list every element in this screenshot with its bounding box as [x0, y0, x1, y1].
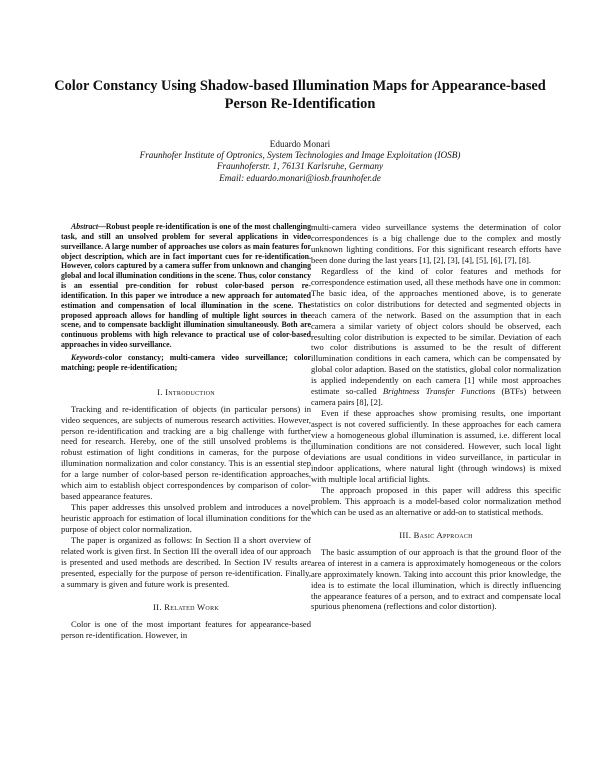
abstract-lead: Abstract [71, 222, 99, 231]
abstract-text: —Robust people re-identification is one of the most challenging task, and still an unsolved problem for several applications in video surveillance. A large number of approaches use colors as main features for object description, which are in fact important cues for re-identification. However, colors captured by a camera suffer from unknown and changing global and local illumination conditions in the scene. Thus, color constancy is an essential pre-condition for robust color-based person re-identification. In this paper we introduce a new approach for automated estimation and compensation of local illumination in the scene. The proposed approach allows for handling of multiple light sources in the scene, and to compensate backlight illumination simultaneously. Both are continuous problems with high relevance to practical use of color-based approaches in video surveillance. [61, 222, 311, 350]
keywords-lead: Keywords [71, 352, 103, 362]
section-number: III. [399, 529, 412, 540]
section-number: I. [157, 386, 163, 397]
section-name: Basic Approach [413, 529, 473, 540]
author-email: Email: eduardo.monari@iosb.fraunhofer.de [219, 172, 381, 183]
right-column [311, 222, 561, 612]
related-work-paragraph-3: Even if these approaches show promising results, one important aspect is not covered sufficiently. In these approaches for each camera view a homogeneous global illumination is assumed, i.e. different local illumination conditions are not considered. However, such local light deviations are usual conditions in video surveillance, in particular in indoor applications, where natural light (through windows) is mixed with multiple local artificial lights. [311, 408, 561, 484]
paper-title: Color Constancy Using Shadow-based Illumination Maps for Appearance-based Person Re-Identification [54, 78, 546, 112]
author-affiliation: Fraunhofer Institute of Optronics, System Technologies and Image Exploitation (IOSB) [139, 150, 461, 161]
keywords-text: -color constancy; multi-camera video surveillance; color matching; people re-identification; [61, 352, 311, 372]
btf-term: Brightness Transfer Functions [382, 386, 496, 397]
section-name: Introduction [165, 386, 215, 397]
author-address: Fraunhoferstr. 1, 76131 Karlsruhe, Germany [216, 161, 384, 172]
section-heading-basic-approach [311, 530, 561, 541]
left-column [61, 222, 311, 641]
section-heading-related-work [61, 602, 311, 613]
author-name: Eduardo Monari [269, 139, 331, 149]
paragraph-text: Regardless of the kind of color features and methods for correspondence estimation used, all these methods have one in common: The basic idea, of the approaches mentioned above, is to generate statistics on color distributions for detected and segmented objects in each camera of the network. Based on the assumption that in each camera a similar variety of object colors should be observed, each resulting color distribution is expected to be similar. Deviation of each two color distributions is assumed to be the result of different illumination conditions in each camera, which can be compensated by global color adaption. Based on the statistics, global color normalization is applied independently on each camera [1] while most approaches estimate so-called [311, 265, 561, 397]
related-work-paragraph-2 [311, 266, 561, 408]
related-work-paragraph-1: Color is one of the most important features for appearance-based person re-identification. However, in [61, 618, 311, 640]
intro-paragraph-1: Tracking and re-identification of objects (in particular persons) in video sequences, are subjects of numerous research activities. However, person re-identification and tracking are a big challenge with further need for research. Hereby, one of the still unsolved problems is the robust estimation of light conditions in cameras, for the purpose of illumination normalization and color constancy. This is an essential step for a large number of color-based person re-identification approaches, which aim to establish object correspondences by comparison of color-based appearance features. [61, 403, 311, 502]
intro-paragraph-2: This paper addresses this unsolved problem and introduces a novel heuristic approach for estimation of local illumination conditions for the purpose of object color normalization. [61, 502, 311, 535]
paragraph-text-end: (BTFs) between camera pairs [8], [2]. [311, 386, 561, 408]
intro-paragraph-3: The paper is organized as follows: In Section II a short overview of related work is given first. In Section III the overall idea of our approach is presented and used methods are described. In Section IV results are presented, especially for the purpose of person re-identification. Finally, a summary is given and future work is presented. [61, 535, 311, 589]
author-block [40, 139, 560, 184]
section-number: II. [153, 601, 162, 612]
section-name: Related Work [164, 601, 219, 612]
related-work-paragraph-1-cont: multi-camera video surveillance systems the determination of color correspondences is a big challenge due to the complex and mostly unknown lighting conditions. For this significant research efforts have been done during the last years [1], [2], [3], [4], [5], [6], [7], [8]. [311, 222, 561, 265]
section-heading-introduction [61, 387, 311, 398]
basic-approach-paragraph-1: The basic assumption of our approach is that the ground floor of the area of interest in a camera is approximately homogeneous or the colors are approximately known. Taking into account this prior knowledge, the idea is to estimate the local illumination, which is directly influencing the appearance features of a person, and to extract and compensate local spurious phenomena (reflections and color distortion). [311, 546, 561, 612]
abstract [61, 222, 311, 350]
keywords [61, 353, 311, 373]
related-work-paragraph-4: The approach proposed in this paper will address this specific problem. This approach is a model-based color normalization method which can be used as an alternative or add-on to statistical methods. [311, 484, 561, 517]
